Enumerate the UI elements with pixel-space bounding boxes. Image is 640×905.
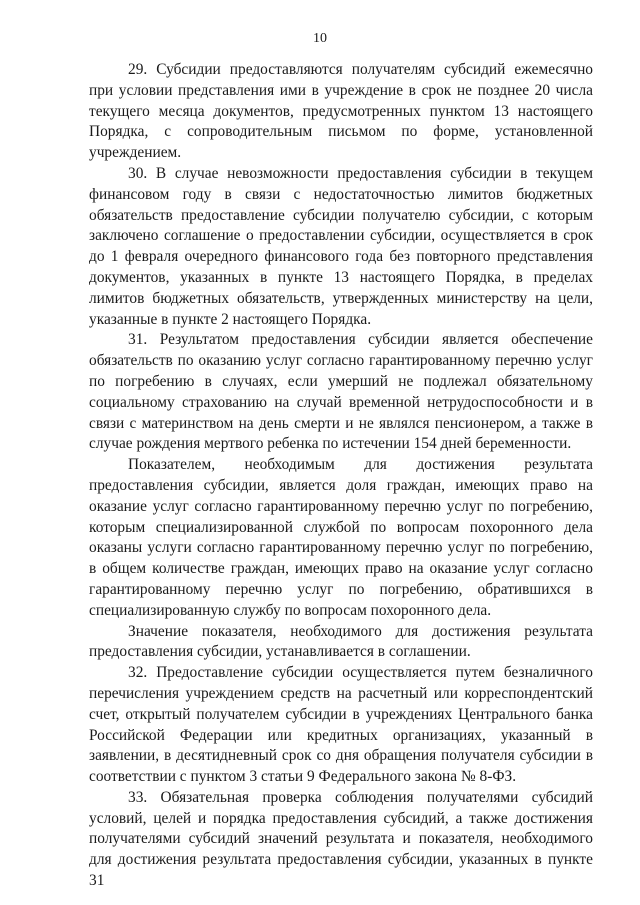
page-number: 10 — [313, 31, 327, 46]
paragraph-30: 30. В случае невозможности предоставления субсидии в текущем финансовом году в связи с недостаточностью лимитов бюджетных обязательств предоставление субсидии получателю субсидии, с которым заключено соглашение о предоставлении субсидии, осуществляется в срок до 1 февраля очередного финансового года без повторного представления документов, указанных в пункте 13 настоящего Порядка, в пределах лимитов бюджетных обязательств, утвержденных министерству на цели, указанные в пункте 2 настоящего Порядка. — [89, 164, 593, 328]
paragraph-indicator: Показателем, необходимым для достижения результата предоставления субсидии, является доля граждан, имеющих право на оказание услуг согласно гарантированному перечню услуг по погребению, которым специализированной службой по вопросам похоронного дела оказаны услуги согласно гарантированному перечню услуг по погребению, в общем количестве граждан, имеющих право на оказание услуг согласно гарантированному перечню услуг по погребению, обратившихся в специализированную службу по вопросам похоронного дела. — [89, 456, 593, 619]
paragraph-indicator-value: Значение показателя, необходимого для достижения результата предоставления субсидии, устанавливается в соглашении. — [89, 622, 593, 661]
paragraph-32: 32. Предоставление субсидии осуществляется путем безналичного перечисления учреждением средств на расчетный или корреспондентский счет, открытый получателем субсидии в учреждениях Центрального банка Российской Федерации или кредитных организациях, указанный в заявлении, в десятидневный срок со дня обращения получателя субсидии в соответствии с пунктом 3 статьи 9 Федерального закона № 8-ФЗ. — [89, 664, 593, 786]
document-body — [89, 60, 593, 892]
paragraph-29: 29. Субсидии предоставляются получателям субсидий ежемесячно при условии представления ими в учреждение в срок не позднее 20 числа текущего месяца документов, предусмотренных пунктом 13 настоящего Порядка, с сопроводительным письмом по форме, установленной учреждением. — [89, 61, 593, 162]
paragraph-33: 33. Обязательная проверка соблюдения получателями субсидий условий, целей и порядка предоставления субсидий, а также достижения получателями субсидий значений результата и показателя, необходимого для достижения результата предоставления субсидии, указанных в пункте 31 — [89, 788, 593, 890]
paragraph-31: 31. Результатом предоставления субсидии является обеспечение обязательств по оказанию услуг согласно гарантированному перечню услуг по погребению в случаях, если умерший не подлежал обязательному социальному страхованию на случай временной нетрудоспособности и в связи с материнством на день смерти и не являлся пенсионером, а также в случае рождения мертвого ребенка по истечении 154 дней беременности. — [89, 331, 593, 453]
